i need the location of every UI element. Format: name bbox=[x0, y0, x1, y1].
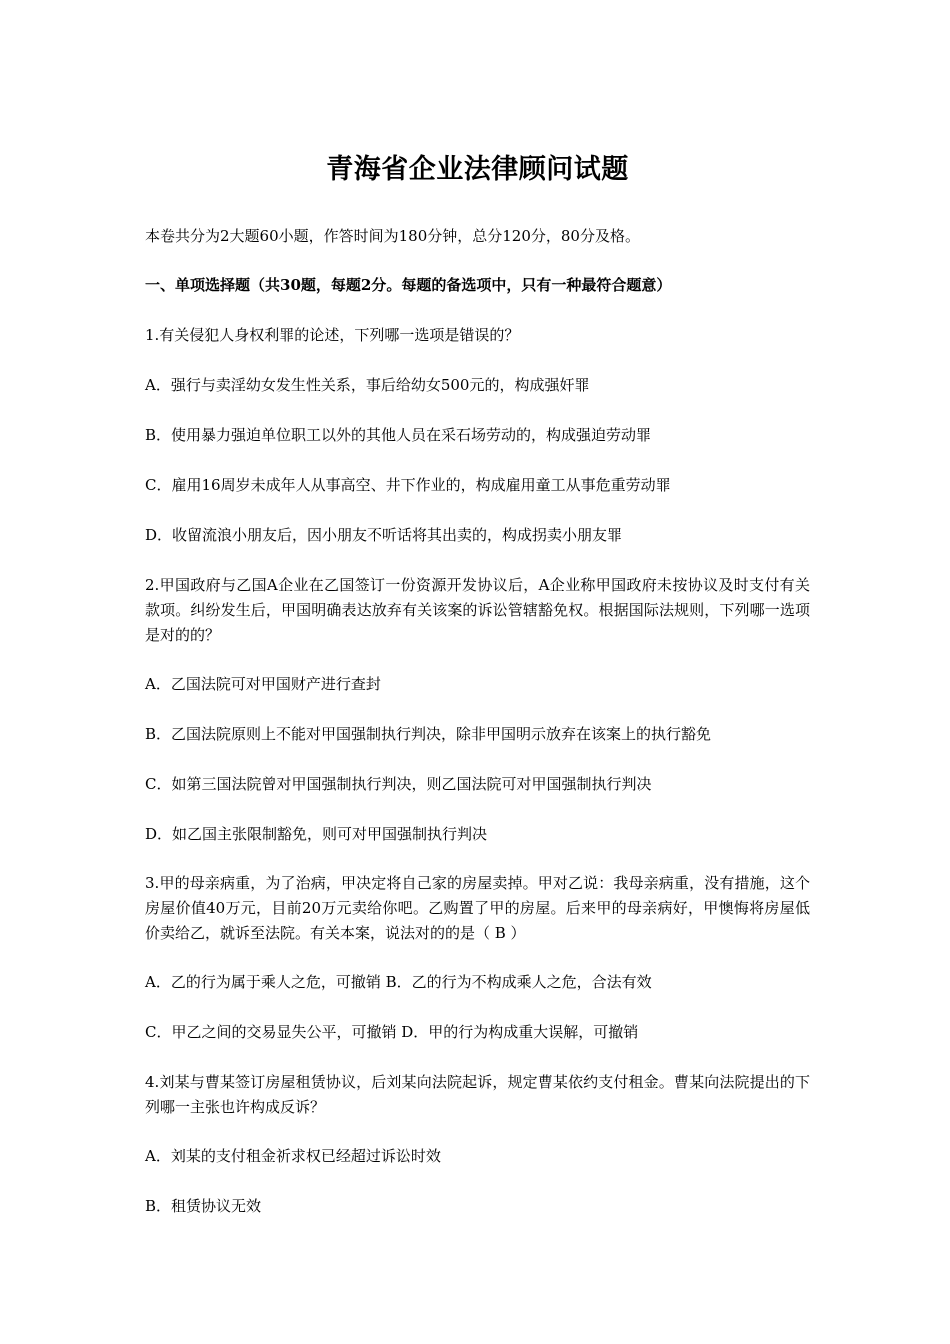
intro-text: 本卷共分为2大题60小题，作答时间为180分钟，总分120分，80分及格。 bbox=[145, 227, 640, 245]
question-1-option-a: A．强行与卖淫幼女发生性关系，事后给幼女500元的，构成强奸罪 bbox=[145, 376, 590, 394]
question-4-stem: 4.刘某与曹某签订房屋租赁协议，后刘某向法院起诉，规定曹某依约支付租金。曹某向法院提出的下列哪一主张也许构成反诉？ bbox=[145, 1073, 810, 1116]
question-1-option-c: C．雇用16周岁未成年人从事高空、井下作业的，构成雇用童工从事危重劳动罪 bbox=[145, 476, 671, 494]
question-4-option-a: A．刘某的支付租金祈求权已经超过诉讼时效 bbox=[145, 1147, 441, 1165]
question-4-option-b: B．租赁协议无效 bbox=[145, 1197, 262, 1215]
question-1-stem: 1.有关侵犯人身权利罪的论述，下列哪一选项是错误的？ bbox=[145, 326, 520, 344]
question-3-options-cd: C．甲乙之间的交易显失公平，可撤销 D．甲的行为构成重大误解，可撤销 bbox=[145, 1023, 639, 1041]
question-3-stem: 3.甲的母亲病重，为了治病，甲决定将自己家的房屋卖掉。甲对乙说：我母亲病重，没有措施，这个房屋价值40万元，目前20万元卖给你吧。乙购置了甲的房屋。后来甲的母亲病好，甲懊悔将房屋低价卖给乙，就诉至法院。有关本案，说法对的的是（ B ） bbox=[145, 874, 810, 942]
question-1-option-b: B．使用暴力强迫单位职工以外的其他人员在采石场劳动的，构成强迫劳动罪 bbox=[145, 426, 652, 444]
question-3-options-ab: A．乙的行为属于乘人之危，可撤销 B．乙的行为不构成乘人之危，合法有效 bbox=[145, 973, 652, 991]
question-2-option-b: B．乙国法院原则上不能对甲国强制执行判决，除非甲国明示放弃在该案上的执行豁免 bbox=[145, 725, 712, 743]
question-2-option-d: D．如乙国主张限制豁免，则可对甲国强制执行判决 bbox=[145, 825, 488, 843]
question-2-option-c: C．如第三国法院曾对甲国强制执行判决，则乙国法院可对甲国强制执行判决 bbox=[145, 775, 652, 793]
question-2-stem: 2.甲国政府与乙国A企业在乙国签订一份资源开发协议后，A企业称甲国政府未按协议及时支付有关款项。纠纷发生后，甲国明确表达放弃有关该案的诉讼管辖豁免权。根据国际法规则，下列哪一选项是对的的？ bbox=[145, 576, 810, 644]
section-heading: 一、单项选择题（共30题，每题2分。每题的备选项中，只有一种最符合题意） bbox=[145, 276, 672, 294]
question-1-option-d: D．收留流浪小朋友后，因小朋友不听话将其出卖的，构成拐卖小朋友罪 bbox=[145, 526, 623, 544]
document-title: 青海省企业法律顾问试题 bbox=[326, 154, 629, 185]
question-2-option-a: A．乙国法院可对甲国财产进行查封 bbox=[145, 675, 381, 693]
